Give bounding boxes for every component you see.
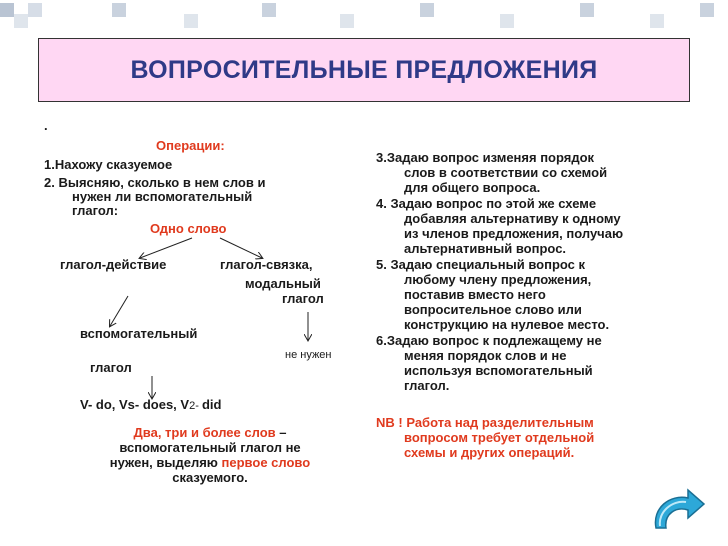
- aux-verb-line-1: вспомогательный: [80, 326, 198, 341]
- nb-line-2: вопросом требует отдельной: [404, 430, 595, 445]
- step-6-line-4: глагол.: [404, 378, 450, 393]
- aux-verb-line-2: глагол: [90, 360, 132, 375]
- bottom-note-line-4: сказуемого.: [172, 470, 248, 485]
- not-needed-label: не нужен: [285, 349, 332, 361]
- verb-action-label: глагол-действие: [60, 257, 167, 272]
- verb-forms-separator: -: [195, 400, 202, 412]
- return-arrow-icon[interactable]: [648, 488, 708, 536]
- step-3-line-3: для общего вопроса.: [404, 180, 541, 195]
- step-5-line-2: любому члену предложения,: [404, 272, 592, 287]
- step-2-line-3: глагол:: [72, 203, 119, 218]
- arrow-to-aux: [110, 296, 128, 326]
- one-word-label: Одно слово: [150, 221, 227, 236]
- step-5-line-3: поставив вместо него: [404, 287, 546, 302]
- step-6-line-3: используя вспомогательный: [404, 363, 593, 378]
- step-3-line-1: 3.Задаю вопрос изменяя порядок: [376, 150, 595, 165]
- step-4-line-4: альтернативный вопрос.: [404, 241, 567, 256]
- nb-line-1: NB ! Работа над разделительным: [376, 415, 594, 430]
- verb-link-line-3: глагол: [282, 291, 324, 306]
- step-2-line-1: 2. Выясняю, сколько в нем слов и: [44, 175, 266, 190]
- step-6-line-1: 6.Задаю вопрос к подлежащему не: [376, 333, 602, 348]
- verb-forms-subscript: 2: [189, 400, 196, 412]
- step-4: [376, 196, 706, 256]
- step-4-line-3: из членов предложения, получаю: [404, 226, 624, 241]
- step-5-line-4: вопросительное слово или: [404, 302, 582, 317]
- verb-forms-main: V- do, Vs- does, V: [80, 397, 190, 412]
- step-5-line-1: 5. Задаю специальный вопрос к: [376, 257, 586, 272]
- dot-marker: .: [44, 118, 48, 133]
- verb-link-line-1: глагол-связка,: [220, 257, 313, 272]
- step-6: [376, 333, 706, 393]
- bottom-note-line-3-text: нужен, выделяю: [109, 455, 222, 470]
- step-2-line-2: нужен ли вспомогательный: [72, 189, 253, 204]
- bottom-note-red: Два, три и более слов: [133, 425, 276, 440]
- step-3: [376, 150, 706, 195]
- page-title: ВОПРОСИТЕЛЬНЫЕ ПРЕДЛОЖЕНИЯ: [130, 55, 598, 84]
- step-4-line-1: 4. Задаю вопрос по этой же схеме: [376, 196, 597, 211]
- bottom-note-line-2: вспомогательный глагол не: [119, 440, 301, 455]
- step-5: [376, 257, 706, 332]
- verb-link-line-2: модальный: [245, 276, 321, 291]
- verb-forms-end: did: [201, 397, 222, 412]
- step-1: 1.Нахожу сказуемое: [44, 157, 173, 172]
- operations-header: Операции:: [156, 138, 225, 153]
- right-steps-list: [376, 150, 706, 394]
- bottom-note-line-3-red: первое слово: [221, 455, 311, 470]
- bottom-note-dash: –: [275, 425, 287, 440]
- step-6-line-2: меняя порядок слов и не: [404, 348, 567, 363]
- arrow-to-verb-action: [140, 238, 192, 258]
- step-4-line-2: добавляя альтернативу к одному: [404, 211, 621, 226]
- step-3-line-2: слов в соответствии со схемой: [404, 165, 608, 180]
- nb-line-3: схемы и других операций.: [404, 445, 575, 460]
- arrow-to-verb-link: [220, 238, 262, 258]
- nb-note: [376, 415, 594, 460]
- step-5-line-5: конструкцию на нулевое место.: [404, 317, 610, 332]
